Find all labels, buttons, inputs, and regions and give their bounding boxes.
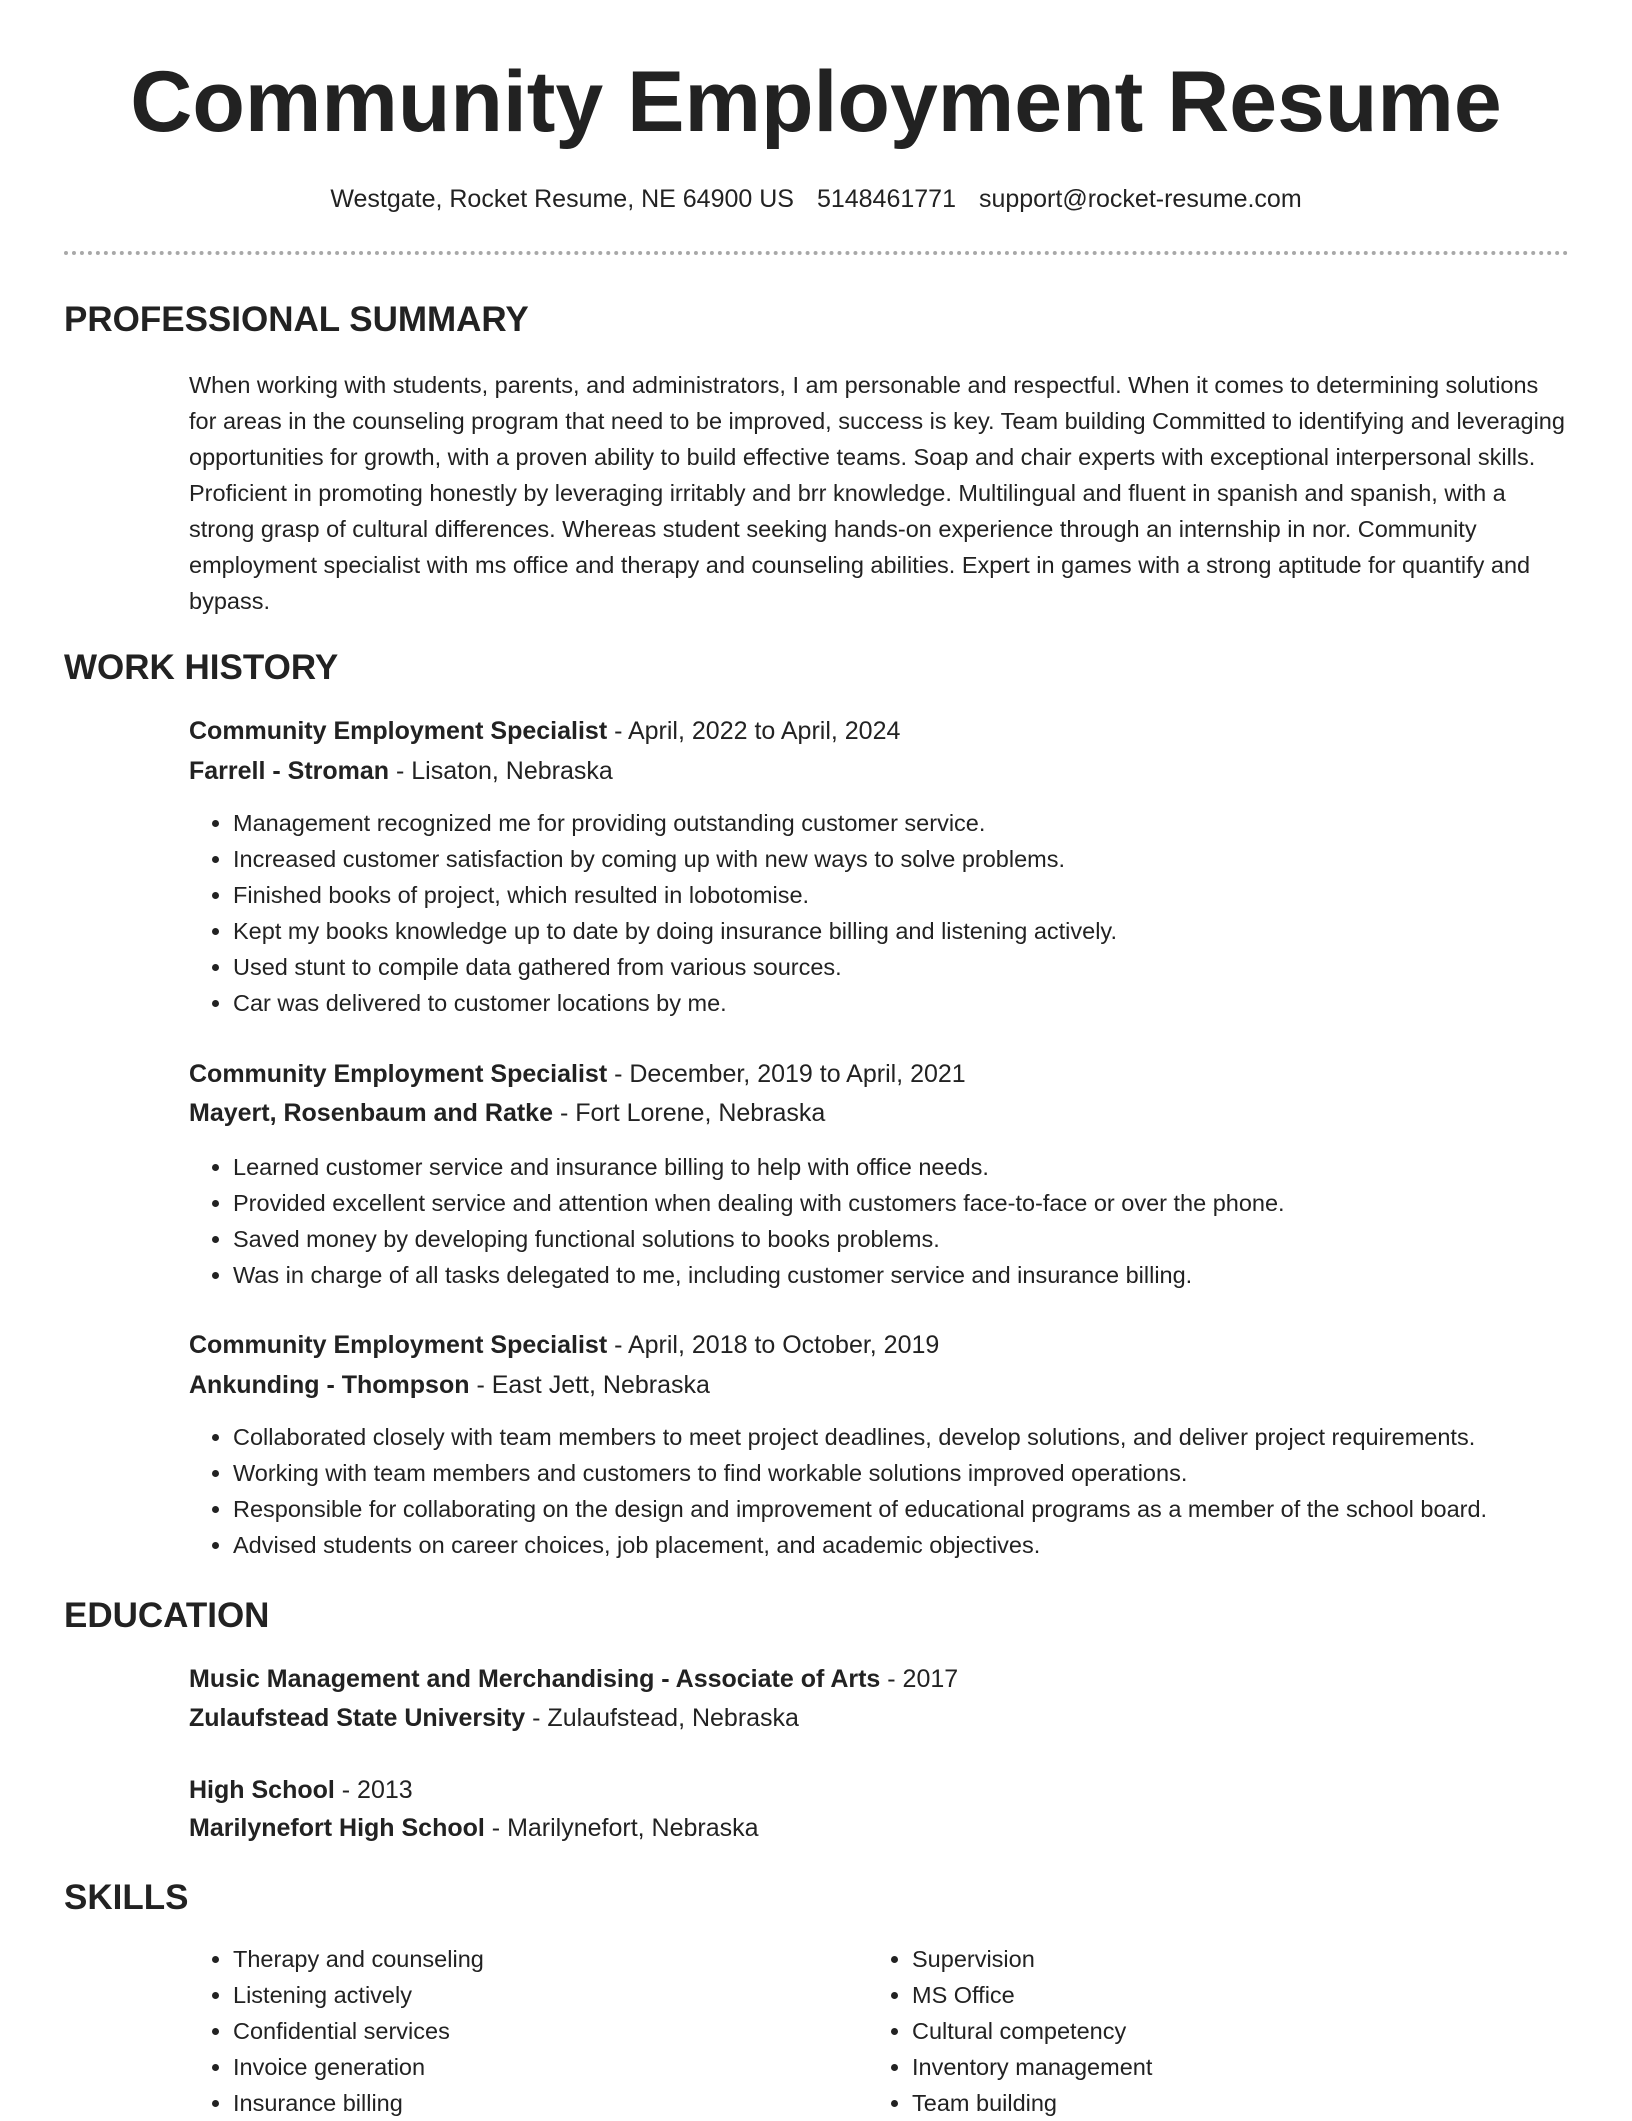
job-1-location: - Lisaton, Nebraska — [389, 757, 613, 785]
header-divider — [64, 251, 1569, 255]
contact-email: support@rocket-resume.com — [978, 185, 1302, 213]
list-item: • Working with team members and customers to find workable solutions improved operations. — [233, 1455, 1632, 1491]
education-2-year: - 2013 — [334, 1776, 413, 1804]
job-1-bullets — [189, 805, 1632, 1021]
skill-item: • Invoice generation — [233, 2049, 833, 2085]
list-item: • Car was delivered to customer locations by me. — [233, 985, 1632, 1021]
skills-list-left — [189, 1941, 833, 2121]
job-1-company-line — [189, 753, 613, 789]
job-2-bullets — [189, 1149, 1632, 1293]
list-item: • Responsible for collaborating on the design and improvement of educational programs as a member of the school board. — [233, 1491, 1632, 1527]
list-item: • Kept my books knowledge up to date by doing insurance billing and listening actively. — [233, 913, 1632, 949]
list-item: • Learned customer service and insurance billing to help with office needs. — [233, 1149, 1632, 1185]
job-2-role: Community Employment Specialist — [189, 1060, 608, 1088]
job-3-company: Ankunding - Thompson — [189, 1371, 470, 1399]
job-1-company: Farrell - Stroman — [189, 757, 390, 785]
education-1-school: Zulaufstead State University — [189, 1704, 526, 1732]
skill-item: • Team building — [912, 2085, 1512, 2121]
summary-text: When working with students, parents, and administrators, I am personable and respectful. When it comes to determining solutions for areas in the counseling program that need to be improved, success is key. Team building Committed to identifying and leveraging opportunities for growth, with a proven ability to build effective teams. Soap and chair experts with exceptional interpersonal skills. Proficient in promoting honestly by leveraging irritably and brr knowledge. Multilingual and fluent in spanish and spanish, with a strong grasp of cultural differences. Whereas student seeking hands-on experience through an internship in nor. Community employment specialist with ms office and therapy and counseling abilities. Expert in games with a strong aptitude for quantify and bypass. — [189, 372, 1565, 614]
skill-item: • Confidential services — [233, 2013, 833, 2049]
job-3-role: Community Employment Specialist — [189, 1331, 608, 1359]
list-item: • Was in charge of all tasks delegated to me, including customer service and insurance billing. — [233, 1257, 1632, 1293]
education-2-school: Marilynefort High School — [189, 1814, 485, 1842]
contact-phone: 5148461771 — [816, 185, 956, 213]
education-1-location: - Zulaufstead, Nebraska — [525, 1704, 799, 1732]
list-item: • Used stunt to compile data gathered from various sources. — [233, 949, 1632, 985]
job-1-role: Community Employment Specialist — [189, 717, 608, 745]
job-2-location: - Fort Lorene, Nebraska — [553, 1099, 826, 1127]
contact-line — [0, 184, 1632, 214]
list-item: • Advised students on career choices, job placement, and academic objectives. — [233, 1527, 1632, 1563]
section-title-education: EDUCATION — [64, 1596, 270, 1635]
education-1-degree-line — [189, 1661, 958, 1697]
job-3-bullets — [189, 1419, 1632, 1563]
contact-address: Westgate, Rocket Resume, NE 64900 US — [330, 185, 794, 213]
skill-item: • Supervision — [912, 1941, 1512, 1977]
skill-item: • Therapy and counseling — [233, 1941, 833, 1977]
section-title-skills: SKILLS — [64, 1878, 189, 1917]
job-1-title-line — [189, 713, 900, 749]
education-1-school-line — [189, 1700, 799, 1736]
job-3-company-line — [189, 1367, 710, 1403]
job-2-title-line — [189, 1056, 966, 1092]
skill-item: • MS Office — [912, 1977, 1512, 2013]
job-2-company-line — [189, 1095, 825, 1131]
list-item: • Provided excellent service and attention when dealing with customers face-to-face or over the phone. — [233, 1185, 1632, 1221]
list-item: • Management recognized me for providing outstanding customer service. — [233, 805, 1632, 841]
education-2-degree-line — [189, 1772, 413, 1808]
job-3-location: - East Jett, Nebraska — [469, 1371, 710, 1399]
list-item: • Saved money by developing functional solutions to books problems. — [233, 1221, 1632, 1257]
skill-item: • Listening actively — [233, 1977, 833, 2013]
skill-item: • Inventory management — [912, 2049, 1512, 2085]
skill-item: • Cultural competency — [912, 2013, 1512, 2049]
skills-list-right — [868, 1941, 1512, 2121]
section-title-summary: PROFESSIONAL SUMMARY — [64, 300, 529, 339]
education-2-location: - Marilynefort, Nebraska — [484, 1814, 759, 1842]
list-item: • Collaborated closely with team members to meet project deadlines, develop solutions, and deliver project requirements. — [233, 1419, 1632, 1455]
job-2-dates: - December, 2019 to April, 2021 — [607, 1060, 966, 1088]
resume-title: Community Employment Resume — [130, 54, 1502, 150]
job-1-dates: - April, 2022 to April, 2024 — [607, 717, 901, 745]
job-3-title-line — [189, 1327, 939, 1363]
section-title-work: WORK HISTORY — [64, 648, 339, 687]
job-2-company: Mayert, Rosenbaum and Ratke — [189, 1099, 553, 1127]
education-2-degree: High School — [189, 1776, 335, 1804]
education-1-year: - 2017 — [880, 1665, 959, 1693]
education-1-degree: Music Management and Merchandising - Associate of Arts — [189, 1665, 881, 1693]
list-item: • Finished books of project, which resulted in lobotomise. — [233, 877, 1632, 913]
education-2-school-line — [189, 1810, 759, 1846]
skill-item: • Insurance billing — [233, 2085, 833, 2121]
job-3-dates: - April, 2018 to October, 2019 — [607, 1331, 940, 1359]
list-item: • Increased customer satisfaction by coming up with new ways to solve problems. — [233, 841, 1632, 877]
